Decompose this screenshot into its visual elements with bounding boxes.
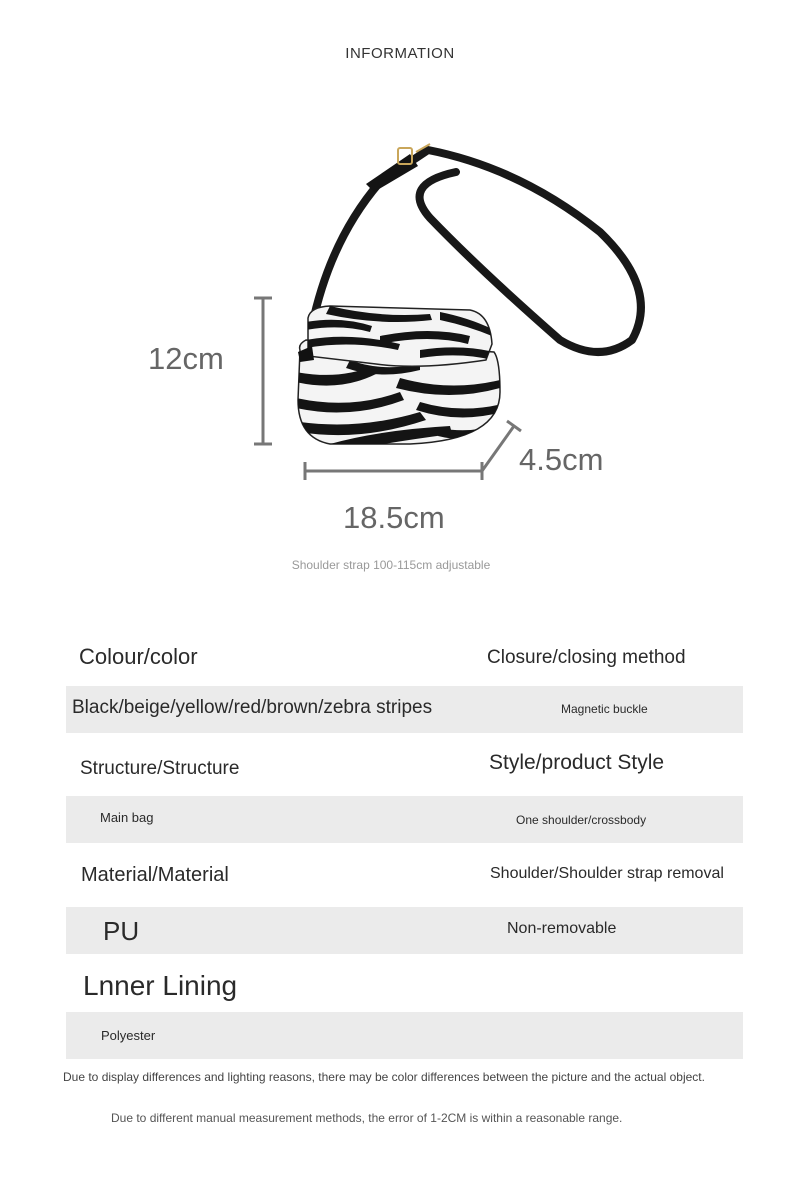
structure-label: Structure/Structure [80, 758, 240, 779]
bag-flap [298, 306, 494, 366]
style-label: Style/product Style [489, 751, 665, 774]
colour-label: Colour/color [79, 644, 198, 669]
width-dimension: 18.5cm [343, 500, 445, 535]
strap-note: Shoulder strap 100-115cm adjustable [291, 558, 491, 572]
strap-removal-label: Shoulder/Shoulder strap removal [490, 865, 724, 882]
depth-dimension: 4.5cm [519, 442, 604, 477]
page-heading: INFORMATION [345, 45, 455, 62]
height-dimension: 12cm [148, 341, 224, 376]
closure-value: Magnetic buckle [561, 702, 648, 716]
closure-label: Closure/closing method [487, 647, 686, 668]
colour-value: Black/beige/yellow/red/brown/zebra stripes [72, 697, 433, 718]
style-value: One shoulder/crossbody [516, 813, 647, 827]
measurement-disclaimer: Due to different manual measurement methods, the error of 1-2CM is within a reasonable range. [111, 1111, 623, 1125]
structure-value: Main bag [100, 810, 154, 825]
lining-label: Lnner Lining [83, 970, 238, 1001]
lining-value: Polyester [101, 1028, 156, 1043]
color-disclaimer: Due to display differences and lighting reasons, there may be color differences between the picture and the actual object. [63, 1070, 705, 1084]
lining-row-band [66, 1012, 743, 1059]
material-value: PU [103, 916, 140, 946]
strap-removal-value: Non-removable [507, 920, 617, 937]
material-label: Material/Material [81, 864, 229, 886]
material-row-band [66, 907, 743, 954]
